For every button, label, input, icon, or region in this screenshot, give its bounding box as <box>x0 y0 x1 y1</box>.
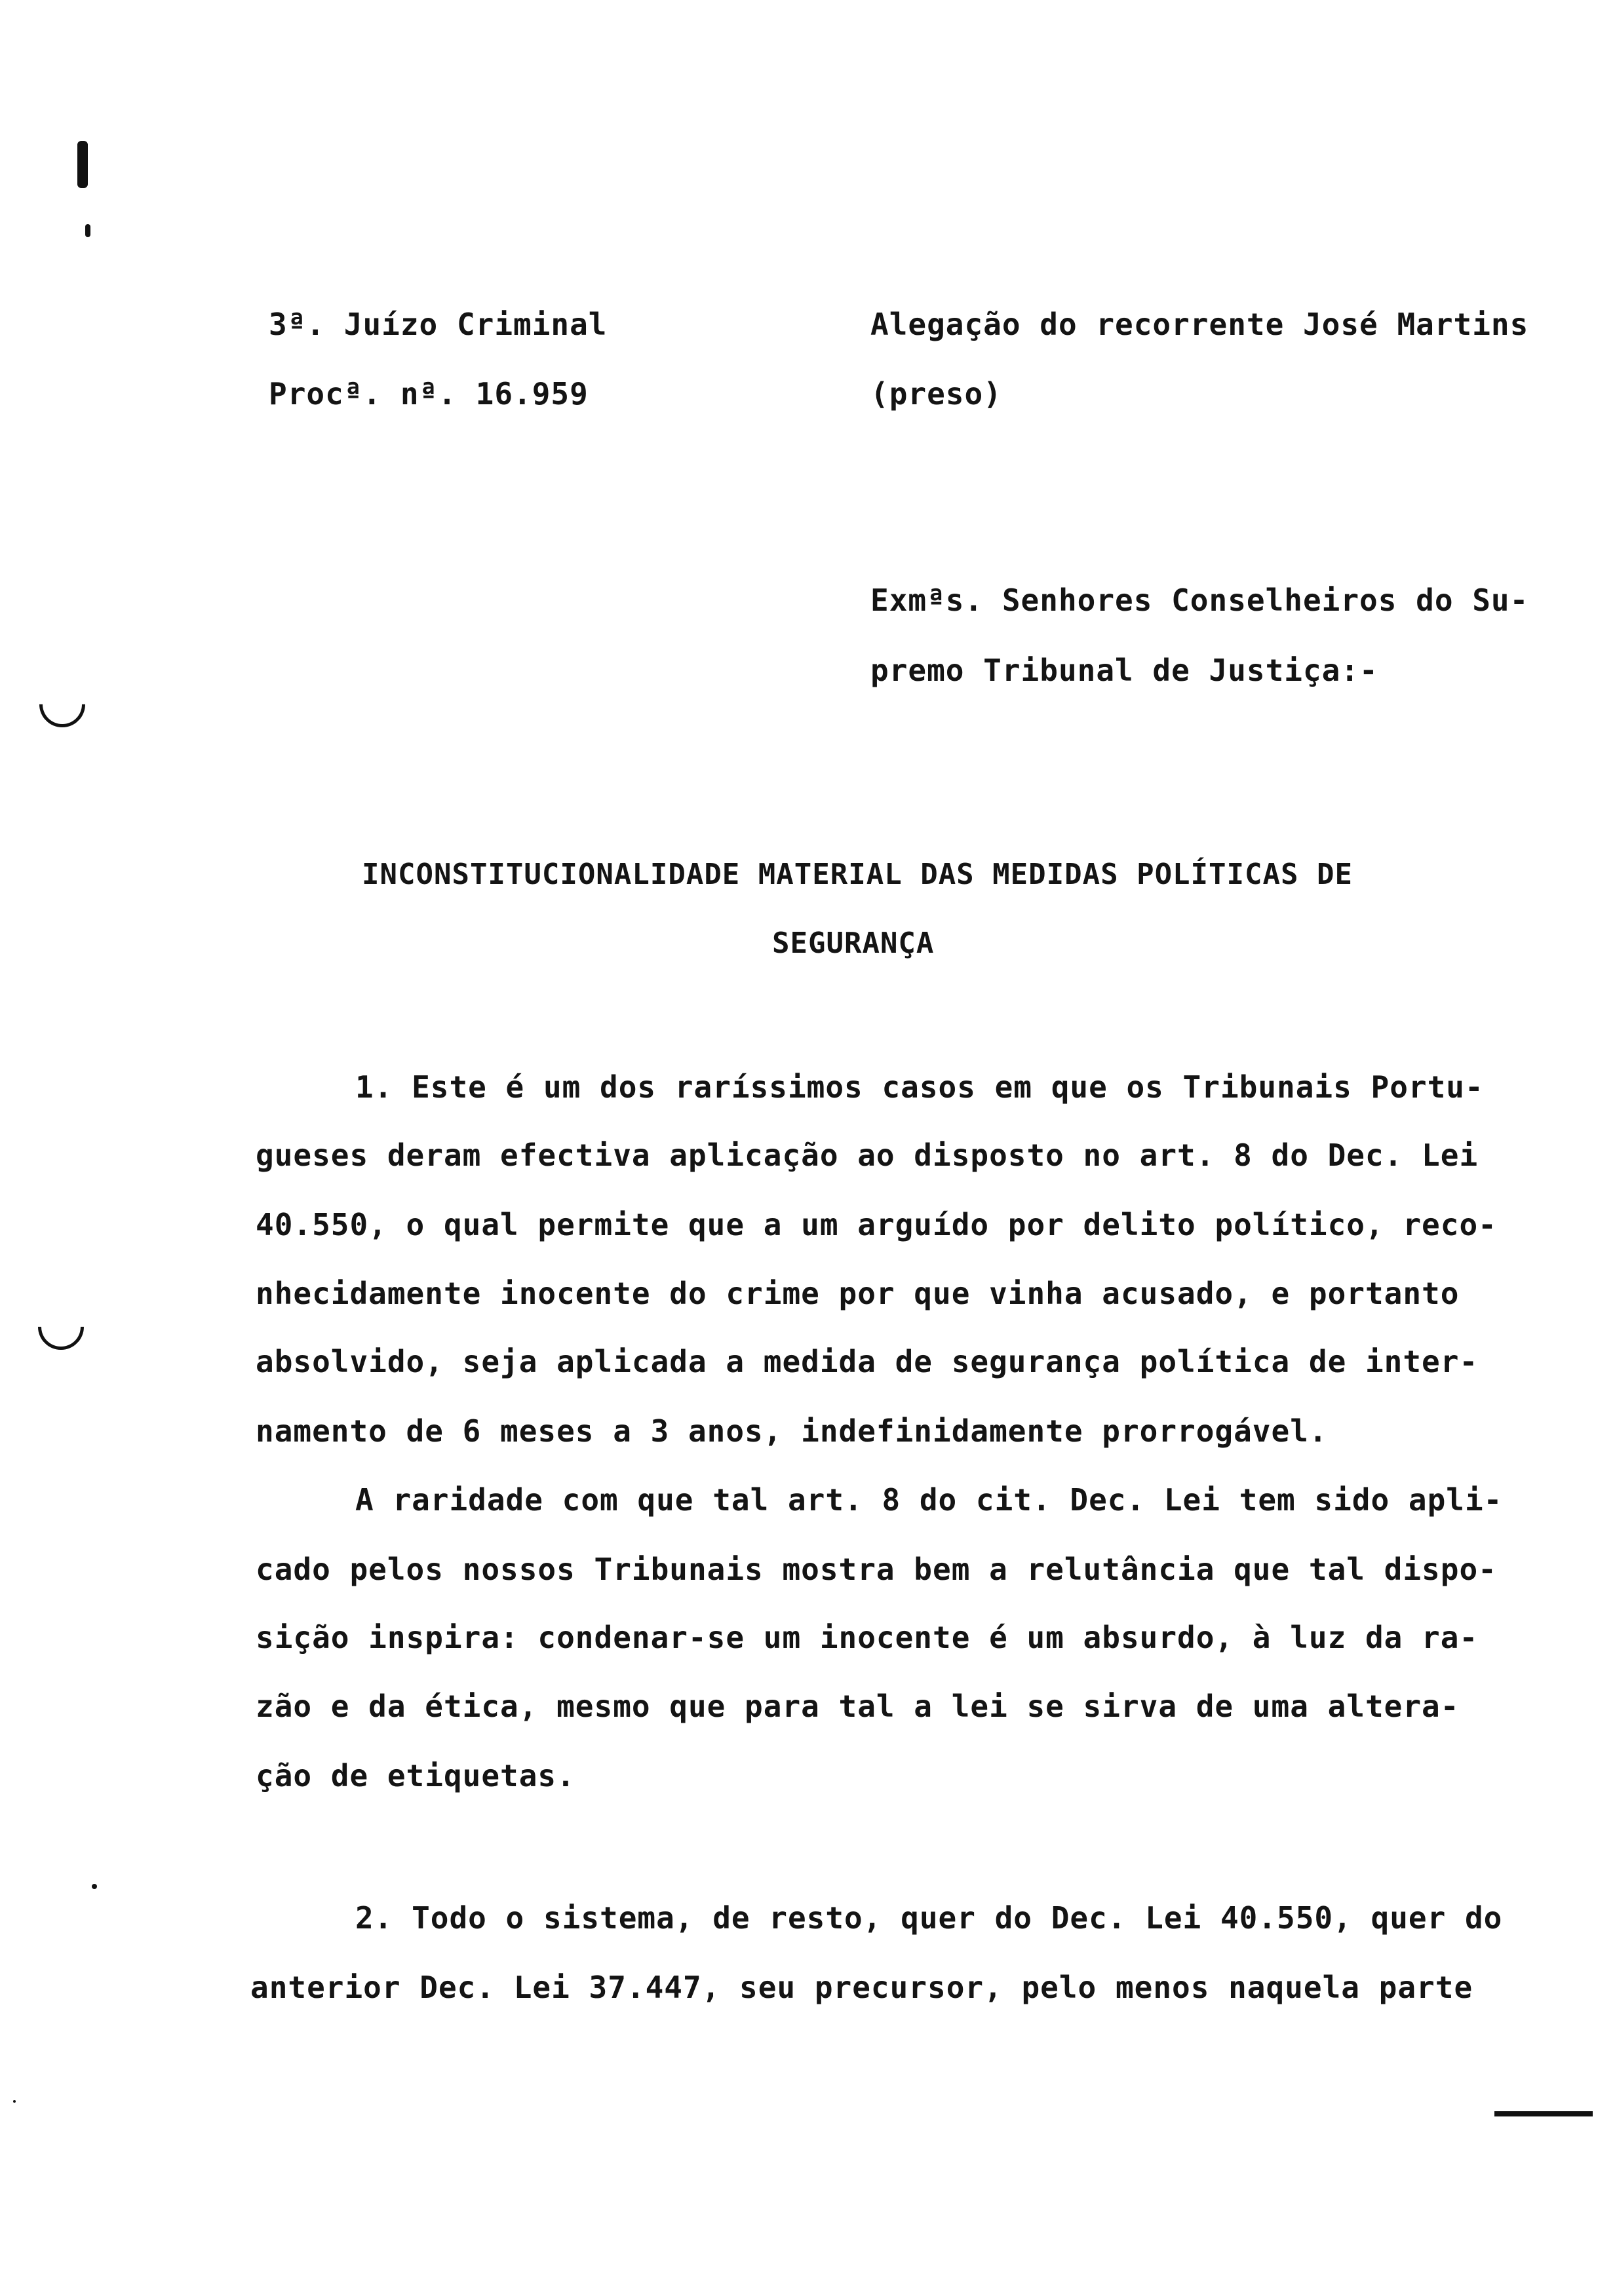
page-edge-mark <box>1494 2111 1593 2116</box>
paragraph-2-line-5: ção de etiquetas. <box>256 1758 575 1793</box>
prisoner-status: (preso) <box>870 376 1002 411</box>
document-title-line-1: INCONSTITUCIONALIDADE MATERIAL DAS MEDIDAS POLÍTICAS DE <box>362 858 1353 891</box>
margin-mark-top <box>77 141 88 188</box>
margin-dot-bottom <box>13 2100 16 2103</box>
court-name: 3ª. Juízo Criminal <box>269 307 608 342</box>
address-line-2: premo Tribunal de Justiça:- <box>870 653 1378 688</box>
paragraph-1-line-4: nhecidamente inocente do crime por que vinha acusado, e portanto <box>256 1276 1460 1311</box>
paragraph-3-line-1: 2. Todo o sistema, de resto, quer do Dec. Lei 40.550, quer do <box>355 1900 1503 1936</box>
address-line-1: Exmªs. Senhores Conselheiros do Su- <box>870 583 1529 618</box>
paragraph-3-line-2: anterior Dec. Lei 37.447, seu precursor, pelo menos naquela parte <box>250 1970 1473 2005</box>
process-number: Procª. nª. 16.959 <box>269 376 589 411</box>
paragraph-2-line-2: cado pelos nossos Tribunais mostra bem a relutância que tal dispo- <box>256 1552 1497 1587</box>
document-subject: Alegação do recorrente José Martins <box>870 307 1529 342</box>
document-title-line-2: SEGURANÇA <box>772 927 935 960</box>
paragraph-1-line-1: 1. Este é um dos raríssimos casos em que os Tribunais Portu- <box>355 1069 1484 1105</box>
paragraph-2-line-1: A raridade com que tal art. 8 do cit. Dec. Lei tem sido apli- <box>355 1482 1503 1518</box>
paragraph-1-line-5: absolvido, seja aplicada a medida de segurança política de inter- <box>256 1344 1479 1379</box>
paragraph-2-line-4: zão e da ética, mesmo que para tal a lei se sirva de uma altera- <box>256 1689 1460 1724</box>
paragraph-1-line-6: namento de 6 meses a 3 anos, indefinidamente prorrogável. <box>256 1413 1328 1449</box>
punch-hole-mark-lower <box>29 1295 94 1360</box>
paragraph-2-line-3: sição inspira: condenar-se um inocente é um absurdo, à luz da ra- <box>256 1620 1479 1655</box>
margin-mark-dot <box>85 224 90 237</box>
margin-dot-lower <box>92 1884 97 1889</box>
paragraph-1-line-2: gueses deram efectiva aplicação ao disposto no art. 8 do Dec. Lei <box>256 1138 1479 1173</box>
paragraph-1-line-3: 40.550, o qual permite que a um arguído por delito político, reco- <box>256 1207 1497 1242</box>
punch-hole-mark-upper <box>30 672 95 737</box>
